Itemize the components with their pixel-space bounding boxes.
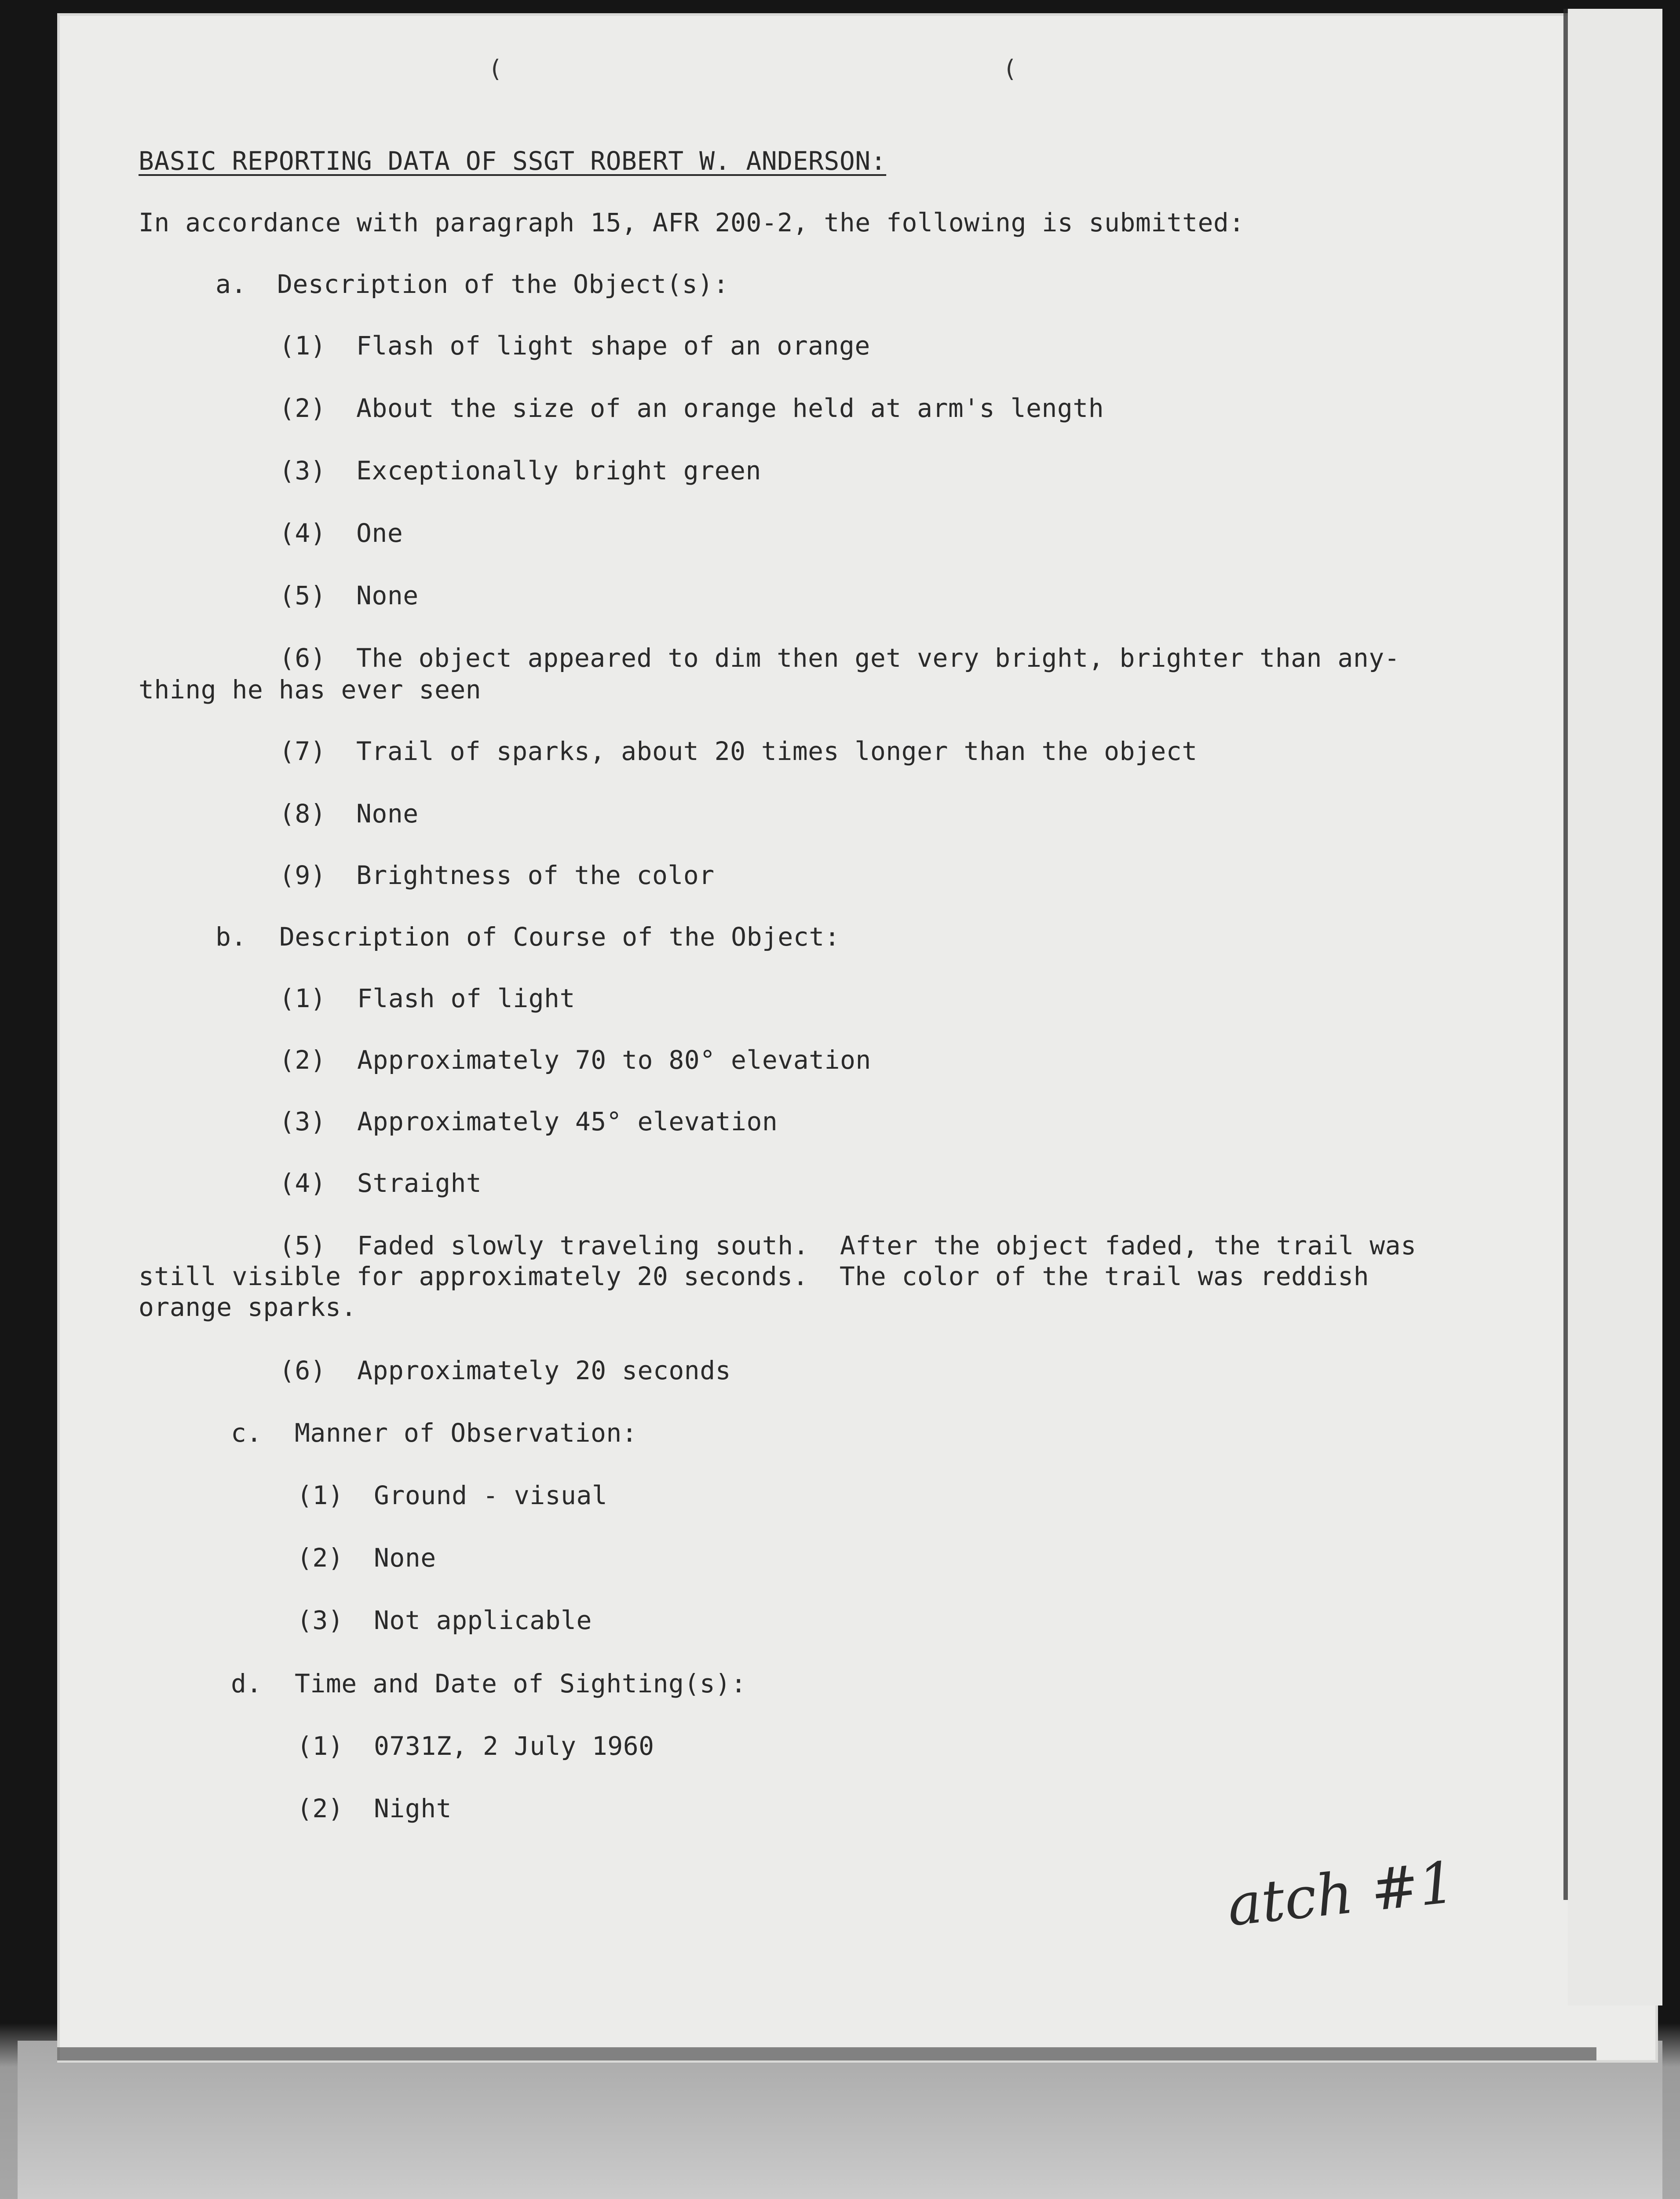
b-item-1-text: Flash of light [357, 983, 575, 1013]
handwritten-signature: atch #1 [1224, 1848, 1458, 1939]
section-c-title: Manner of Observation: [295, 1418, 638, 1448]
sheet-bottom-edge [57, 2047, 1596, 2060]
document-heading: BASIC REPORTING DATA OF SSGT ROBERT W. ANDERSON: [139, 146, 887, 176]
top-mark-right: ( [1003, 55, 1017, 83]
a-item-7-num: (7) [279, 736, 326, 766]
d-item-1-num: (1) [297, 1731, 344, 1761]
a-item-8-num: (8) [279, 799, 326, 829]
c-item-1-num: (1) [297, 1480, 344, 1510]
b-item-2-text: Approximately 70 to 80° elevation [357, 1045, 871, 1075]
a-item-7-text: Trail of sparks, about 20 times longer than the object [356, 736, 1198, 766]
c-item-2-text: None [374, 1543, 436, 1573]
a-item-1-num: (1) [279, 331, 326, 361]
c-item-3-text: Not applicable [374, 1605, 592, 1635]
a-item-8-text: None [356, 799, 419, 829]
section-a-title: Description of the Object(s): [277, 269, 729, 299]
b-item-3-num: (3) [279, 1107, 326, 1136]
b-item-5-num: (5) [279, 1231, 326, 1260]
b-item-4-text: Straight [357, 1168, 482, 1198]
a-item-6-num: (6) [279, 643, 326, 673]
c-item-2-num: (2) [297, 1543, 344, 1573]
sheet-fold-edge [1563, 9, 1568, 1900]
a-item-1-text: Flash of light shape of an orange [356, 331, 870, 361]
b-item-6-num: (6) [279, 1355, 326, 1385]
a-item-2-text: About the size of an orange held at arm's length [356, 393, 1104, 423]
a-item-5-num: (5) [279, 581, 326, 610]
sheet-right-strip [1568, 9, 1662, 2005]
a-item-5-text: None [356, 581, 419, 610]
a-item-6-continuation: thing he has ever seen [139, 675, 482, 705]
section-b-label: b. [215, 922, 247, 952]
c-item-1-text: Ground - visual [374, 1480, 608, 1510]
section-d-label: d. [231, 1669, 262, 1699]
a-item-9-text: Brightness of the color [356, 860, 715, 890]
section-c-label: c. [231, 1418, 262, 1448]
b-item-5-continuation-2: orange sparks. [139, 1292, 357, 1322]
a-item-9-num: (9) [279, 860, 326, 890]
a-item-3-text: Exceptionally bright green [356, 456, 761, 486]
section-a-label: a. [215, 269, 247, 299]
a-item-3-num: (3) [279, 456, 326, 486]
d-item-2-num: (2) [297, 1794, 344, 1823]
d-item-1-text: 0731Z, 2 July 1960 [374, 1731, 654, 1761]
b-item-3-text: Approximately 45° elevation [357, 1107, 778, 1136]
a-item-4-num: (4) [279, 518, 326, 548]
a-item-6-text: The object appeared to dim then get very bright, brighter than any- [356, 643, 1400, 673]
scan-lower-band [18, 2041, 1662, 2199]
b-item-1-num: (1) [279, 983, 326, 1013]
b-item-5-continuation-1: still visible for approximately 20 seconds. The color of the trail was reddish [139, 1261, 1370, 1291]
section-d-title: Time and Date of Sighting(s): [295, 1669, 747, 1699]
b-item-2-num: (2) [279, 1045, 326, 1075]
b-item-6-text: Approximately 20 seconds [357, 1355, 731, 1385]
intro-paragraph: In accordance with paragraph 15, AFR 200-2, the following is submitted: [139, 208, 1245, 237]
a-item-2-num: (2) [279, 393, 326, 423]
a-item-4-text: One [356, 518, 403, 548]
b-item-4-num: (4) [279, 1168, 326, 1198]
section-b-title: Description of Course of the Object: [279, 922, 840, 952]
d-item-2-text: Night [374, 1794, 452, 1823]
b-item-5-text: Faded slowly traveling south. After the object faded, the trail was [357, 1231, 1417, 1260]
top-mark-left: ( [488, 55, 503, 83]
c-item-3-num: (3) [297, 1605, 344, 1635]
